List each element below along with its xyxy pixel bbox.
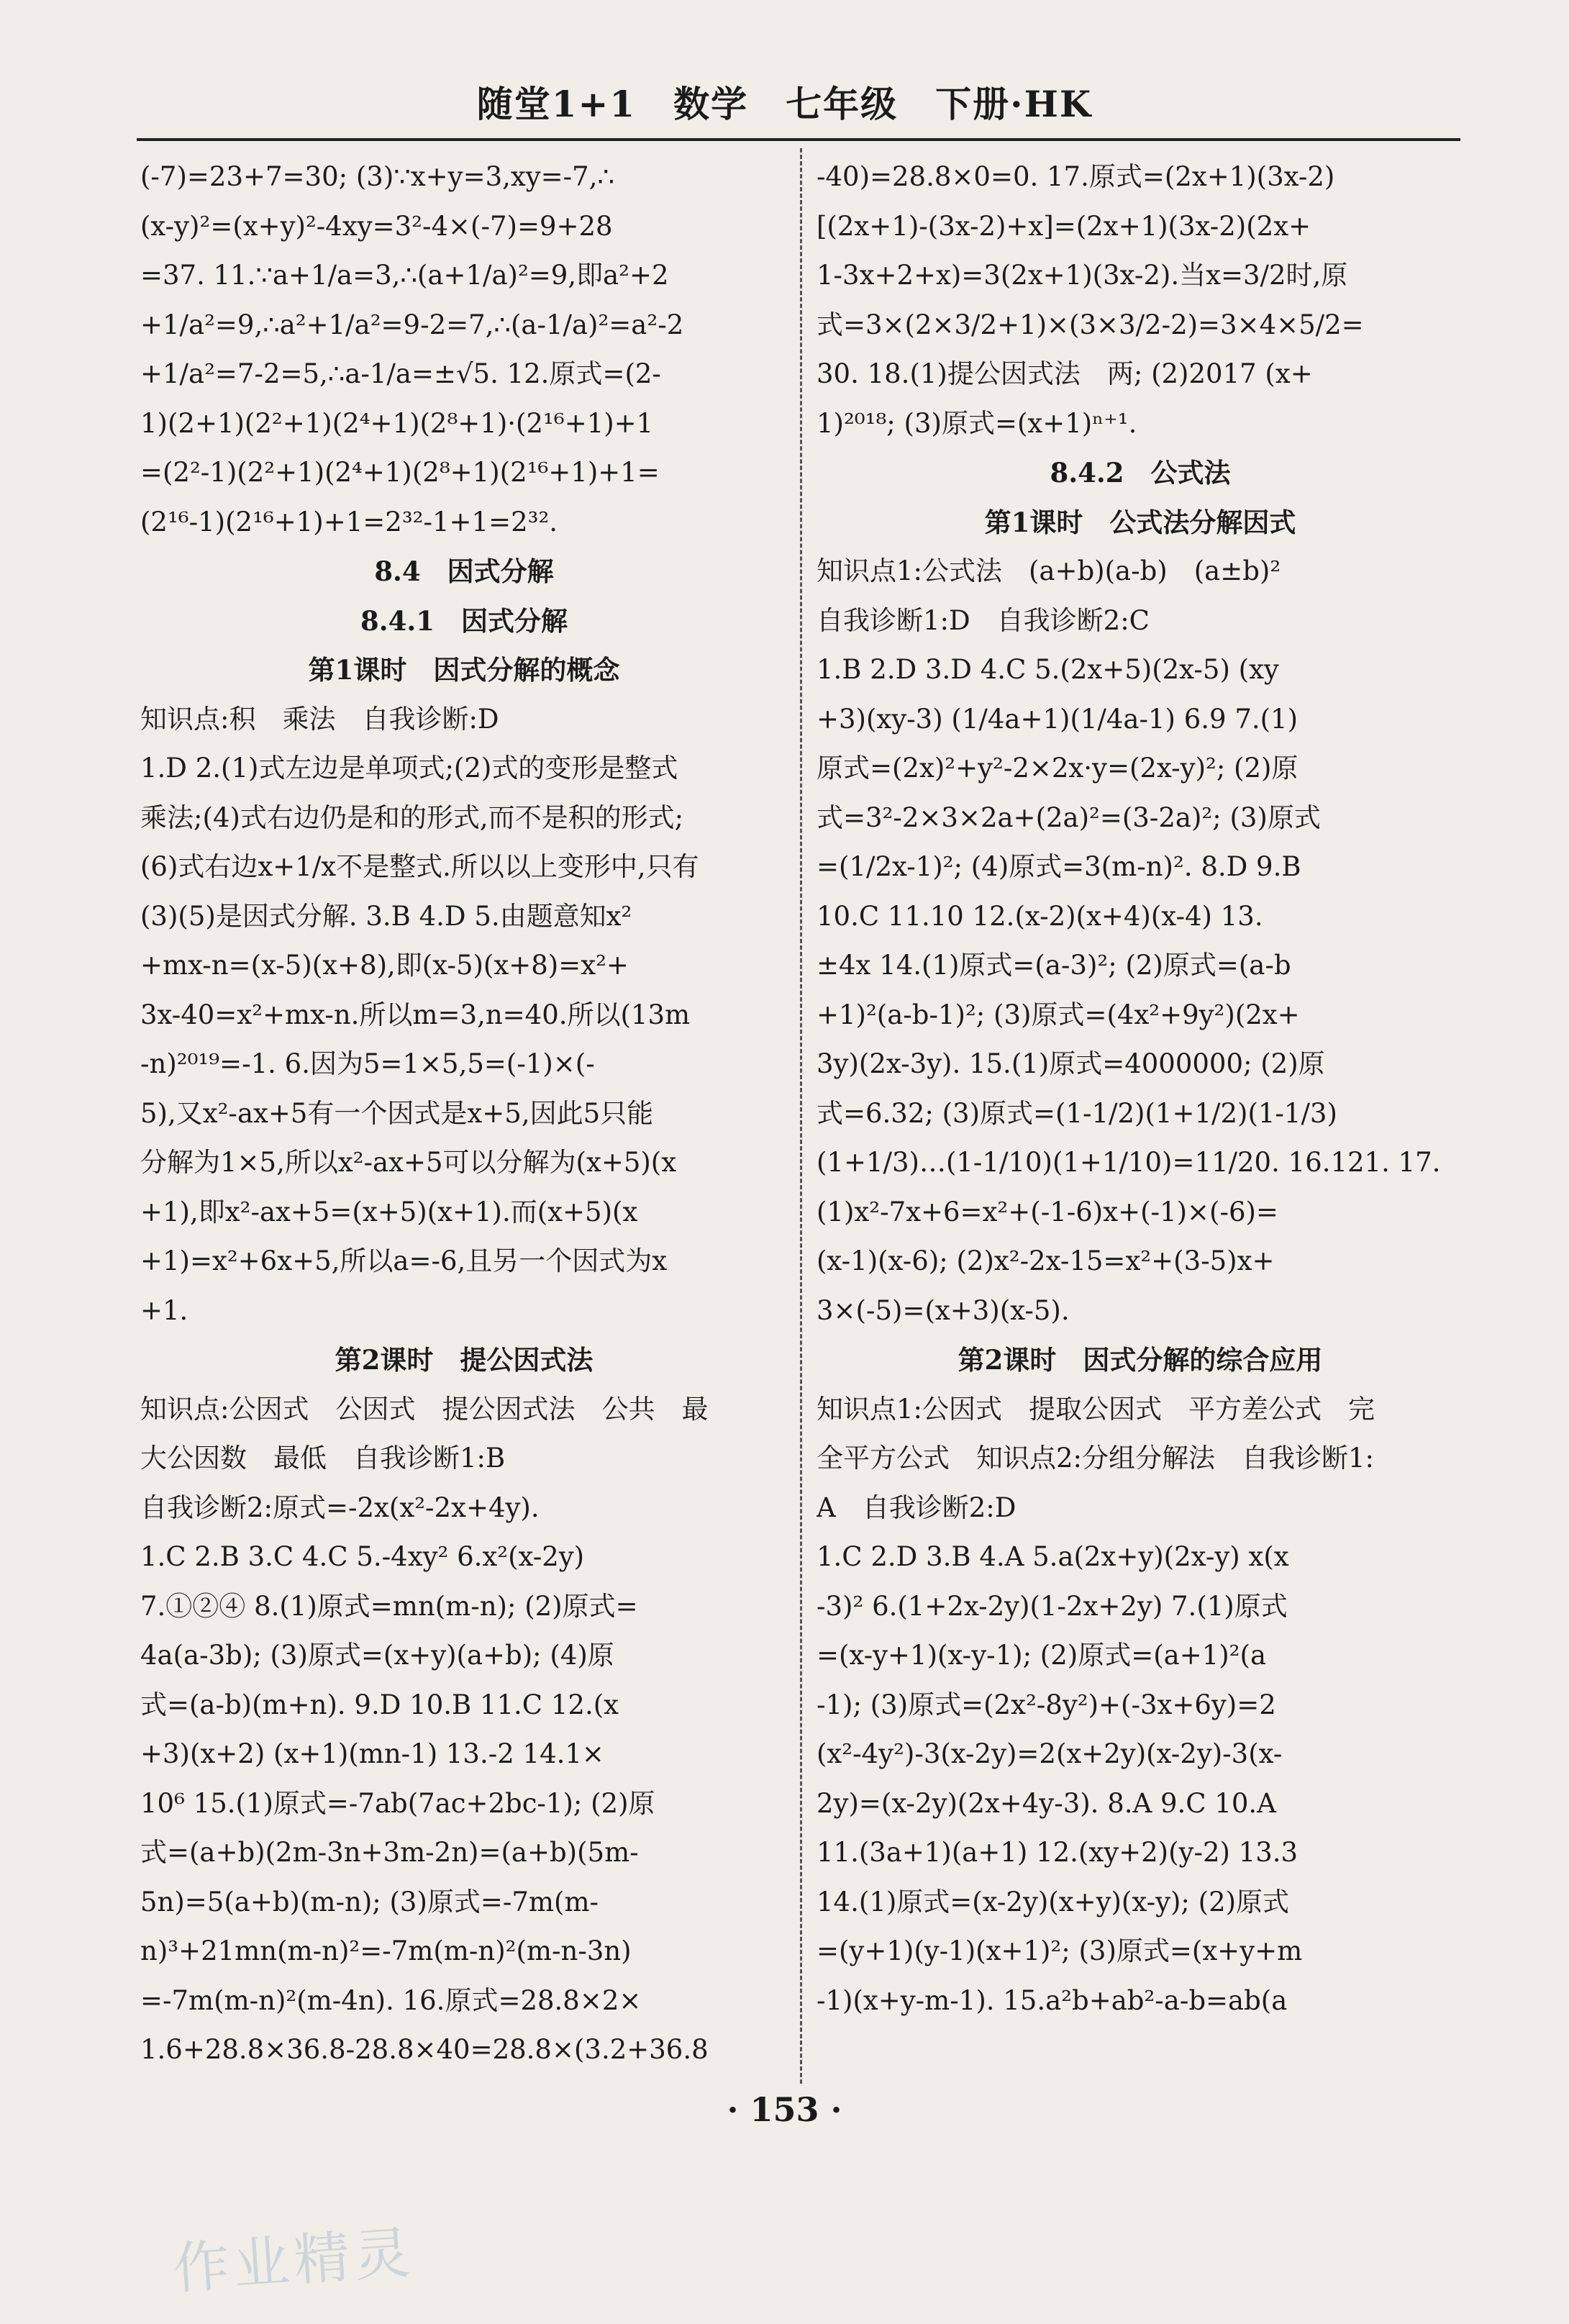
answer-line: 3×(-5)=(x+3)(x-5). (817, 1294, 1070, 1326)
answer-line: =37. 11.∵a+1/a=3,∴(a+1/a)²=9,即a²+2 (140, 260, 669, 291)
answer-line: 3y)(2x-3y). 15.(1)原式=4000000; (2)原 (817, 1048, 1325, 1079)
left-column (140, 153, 788, 2075)
answer-line: 知识点1:公因式 提取公因式 平方差公式 完 (817, 1393, 1375, 1425)
page-header: 随堂1+1 数学 七年级 下册·HK (476, 83, 1093, 125)
answer-line: -n)²⁰¹⁹=-1. 6.因为5=1×5,5=(-1)×(- (140, 1048, 595, 1079)
answer-line: 乘法;(4)式右边仍是和的形式,而不是积的形式; (140, 802, 684, 833)
answer-line: (x-y)²=(x+y)²-4xy=3²-4×(-7)=9+28 (140, 210, 613, 242)
watermark: 作业精灵 (170, 2220, 417, 2302)
answer-line: +1),即x²-ax+5=(x+5)(x+1).而(x+5)(x (140, 1196, 638, 1227)
right-column (817, 153, 1464, 2025)
answer-line: 10.C 11.10 12.(x-2)(x+4)(x-4) 13. (817, 900, 1263, 932)
answer-line: +1/a²=7-2=5,∴a-1/a=±√5. 12.原式=(2- (140, 358, 661, 389)
answer-line: (6)式右边x+1/x不是整式.所以以上变形中,只有 (140, 851, 699, 882)
answer-line: 3x-40=x²+mx-n.所以m=3,n=40.所以(13m (140, 999, 691, 1030)
answer-line: 7.①②④ 8.(1)原式=mn(m-n); (2)原式= (140, 1590, 638, 1622)
answer-line: 大公因数 最低 自我诊断1:B (140, 1443, 506, 1474)
answer-line: 5n)=5(a+b)(m-n); (3)原式=-7m(m- (140, 1886, 599, 1917)
section-heading: 8.4.1 因式分解 (360, 604, 568, 637)
answer-line: 式=(a+b)(2m-3n+3m-2n)=(a+b)(5m- (140, 1837, 639, 1868)
section-heading: 8.4.2 公式法 (1050, 457, 1231, 489)
answer-line: -40)=28.8×0=0. 17.原式=(2x+1)(3x-2) (817, 161, 1335, 192)
answer-line: -1)(x+y-m-1). 15.a²b+ab²-a-b=ab(a (817, 1984, 1288, 2016)
answer-line: (1)x²-7x+6=x²+(-1-6)x+(-1)×(-6)= (817, 1196, 1278, 1227)
answer-line: (3)(5)是因式分解. 3.B 4.D 5.由题意知x² (140, 900, 632, 932)
answer-line: (x²-4y²)-3(x-2y)=2(x+2y)(x-2y)-3(x- (817, 1738, 1283, 1769)
answer-line: 10⁶ 15.(1)原式=-7ab(7ac+2bc-1); (2)原 (140, 1787, 655, 1819)
answer-line: 1.B 2.D 3.D 4.C 5.(2x+5)(2x-5) (xy (817, 654, 1279, 685)
answer-line: =(1/2x-1)²; (4)原式=3(m-n)². 8.D 9.B (817, 851, 1301, 882)
section-heading: 8.4 因式分解 (374, 555, 554, 587)
answer-line: 知识点:公因式 公因式 提公因式法 公共 最 (140, 1393, 709, 1425)
section-heading: 第1课时 因式分解的概念 (308, 654, 620, 686)
section-heading: 第2课时 因式分解的综合应用 (958, 1344, 1323, 1376)
answer-line: 30. 18.(1)提公因式法 两; (2)2017 (x+ (817, 358, 1313, 389)
answer-line: +1)²(a-b-1)²; (3)原式=(4x²+9y²)(2x+ (817, 999, 1300, 1030)
answer-line: +1)=x²+6x+5,所以a=-6,且另一个因式为x (140, 1245, 668, 1276)
answer-line: 1.6+28.8×36.8-28.8×40=28.8×(3.2+36.8 (140, 2034, 709, 2065)
answer-line: =-7m(m-n)²(m-4n). 16.原式=28.8×2× (140, 1984, 642, 2016)
answer-line: 全平方公式 知识点2:分组分解法 自我诊断1: (817, 1443, 1375, 1474)
answer-line: +3)(xy-3) (1/4a+1)(1/4a-1) 6.9 7.(1) (817, 703, 1299, 735)
answer-line: 1.C 2.B 3.C 4.C 5.-4xy² 6.x²(x-2y) (140, 1541, 585, 1572)
answer-line: 式=3²-2×3×2a+(2a)²=(3-2a)²; (3)原式 (817, 802, 1321, 833)
answer-line: 分解为1×5,所以x²-ax+5可以分解为(x+5)(x (140, 1147, 677, 1178)
answer-line: (2¹⁶-1)(2¹⁶+1)+1=2³²-1+1=2³². (140, 506, 558, 537)
answer-line: +1/a²=9,∴a²+1/a²=9-2=7,∴(a-1/a)²=a²-2 (140, 309, 684, 340)
answer-line: 1.C 2.D 3.B 4.A 5.a(2x+y)(2x-y) x(x (817, 1541, 1289, 1572)
answer-line: 自我诊断2:原式=-2x(x²-2x+4y). (140, 1492, 540, 1523)
answer-line: 1)(2+1)(2²+1)(2⁴+1)(2⁸+1)·(2¹⁶+1)+1 (140, 407, 654, 439)
section-heading: 第1课时 公式法分解因式 (984, 506, 1296, 538)
answer-line: +mx-n=(x-5)(x+8),即(x-5)(x+8)=x²+ (140, 950, 629, 981)
answer-line: 11.(3a+1)(a+1) 12.(xy+2)(y-2) 13.3 (817, 1837, 1299, 1868)
answer-line: (-7)=23+7=30; (3)∵x+y=3,xy=-7,∴ (140, 161, 614, 192)
answer-line: +3)(x+2) (x+1)(mn-1) 13.-2 14.1× (140, 1738, 604, 1769)
answer-line: (x-1)(x-6); (2)x²-2x-15=x²+(3-5)x+ (817, 1245, 1275, 1276)
answer-line: 1)²⁰¹⁸; (3)原式=(x+1)ⁿ⁺¹. (817, 407, 1137, 439)
answer-line: n)³+21mn(m-n)²=-7m(m-n)²(m-n-3n) (140, 1935, 632, 1966)
answer-line: [(2x+1)-(3x-2)+x]=(2x+1)(3x-2)(2x+ (817, 210, 1311, 242)
answer-line: 式=3×(2×3/2+1)×(3×3/2-2)=3×4×5/2= (817, 309, 1364, 340)
answer-line: 2y)=(x-2y)(2x+4y-3). 8.A 9.C 10.A (817, 1787, 1276, 1819)
page-number: · 153 · (727, 2090, 842, 2129)
answer-line: (1+1/3)…(1-1/10)(1+1/10)=11/20. 16.121. 17. (817, 1147, 1441, 1178)
answer-line: 4a(a-3b); (3)原式=(x+y)(a+b); (4)原 (140, 1640, 614, 1671)
column-divider (800, 148, 802, 2084)
answer-line: 知识点:积 乘法 自我诊断:D (140, 703, 499, 735)
answer-line: 14.(1)原式=(x-2y)(x+y)(x-y); (2)原式 (817, 1886, 1290, 1917)
header-rule (137, 138, 1460, 141)
answer-line: +1. (140, 1294, 188, 1326)
answer-line: 原式=(2x)²+y²-2×2x·y=(2x-y)²; (2)原 (817, 753, 1299, 784)
answer-line: 1.D 2.(1)式左边是单项式;(2)式的变形是整式 (140, 753, 678, 784)
answer-line: =(2²-1)(2²+1)(2⁴+1)(2⁸+1)(2¹⁶+1)+1= (140, 457, 660, 488)
answer-line: =(y+1)(y-1)(x+1)²; (3)原式=(x+y+m (817, 1935, 1303, 1966)
answer-line: -3)² 6.(1+2x-2y)(1-2x+2y) 7.(1)原式 (817, 1590, 1288, 1622)
answer-line: 自我诊断1:D 自我诊断2:C (817, 604, 1150, 636)
answer-line: 式=(a-b)(m+n). 9.D 10.B 11.C 12.(x (140, 1689, 619, 1720)
answer-line: 1-3x+2+x)=3(2x+1)(3x-2).当x=3/2时,原 (817, 260, 1348, 291)
answer-line: -1); (3)原式=(2x²-8y²)+(-3x+6y)=2 (817, 1689, 1276, 1720)
answer-line: ±4x 14.(1)原式=(a-3)²; (2)原式=(a-b (817, 950, 1291, 981)
answer-line: 5),又x²-ax+5有一个因式是x+5,因此5只能 (140, 1097, 654, 1129)
answer-line: =(x-y+1)(x-y-1); (2)原式=(a+1)²(a (817, 1640, 1267, 1671)
answer-line: A 自我诊断2:D (817, 1492, 1017, 1523)
answer-line: 知识点1:公式法 (a+b)(a-b) (a±b)² (817, 555, 1281, 586)
section-heading: 第2课时 提公因式法 (335, 1344, 594, 1376)
answer-line: 式=6.32; (3)原式=(1-1/2)(1+1/2)(1-1/3) (817, 1097, 1337, 1129)
